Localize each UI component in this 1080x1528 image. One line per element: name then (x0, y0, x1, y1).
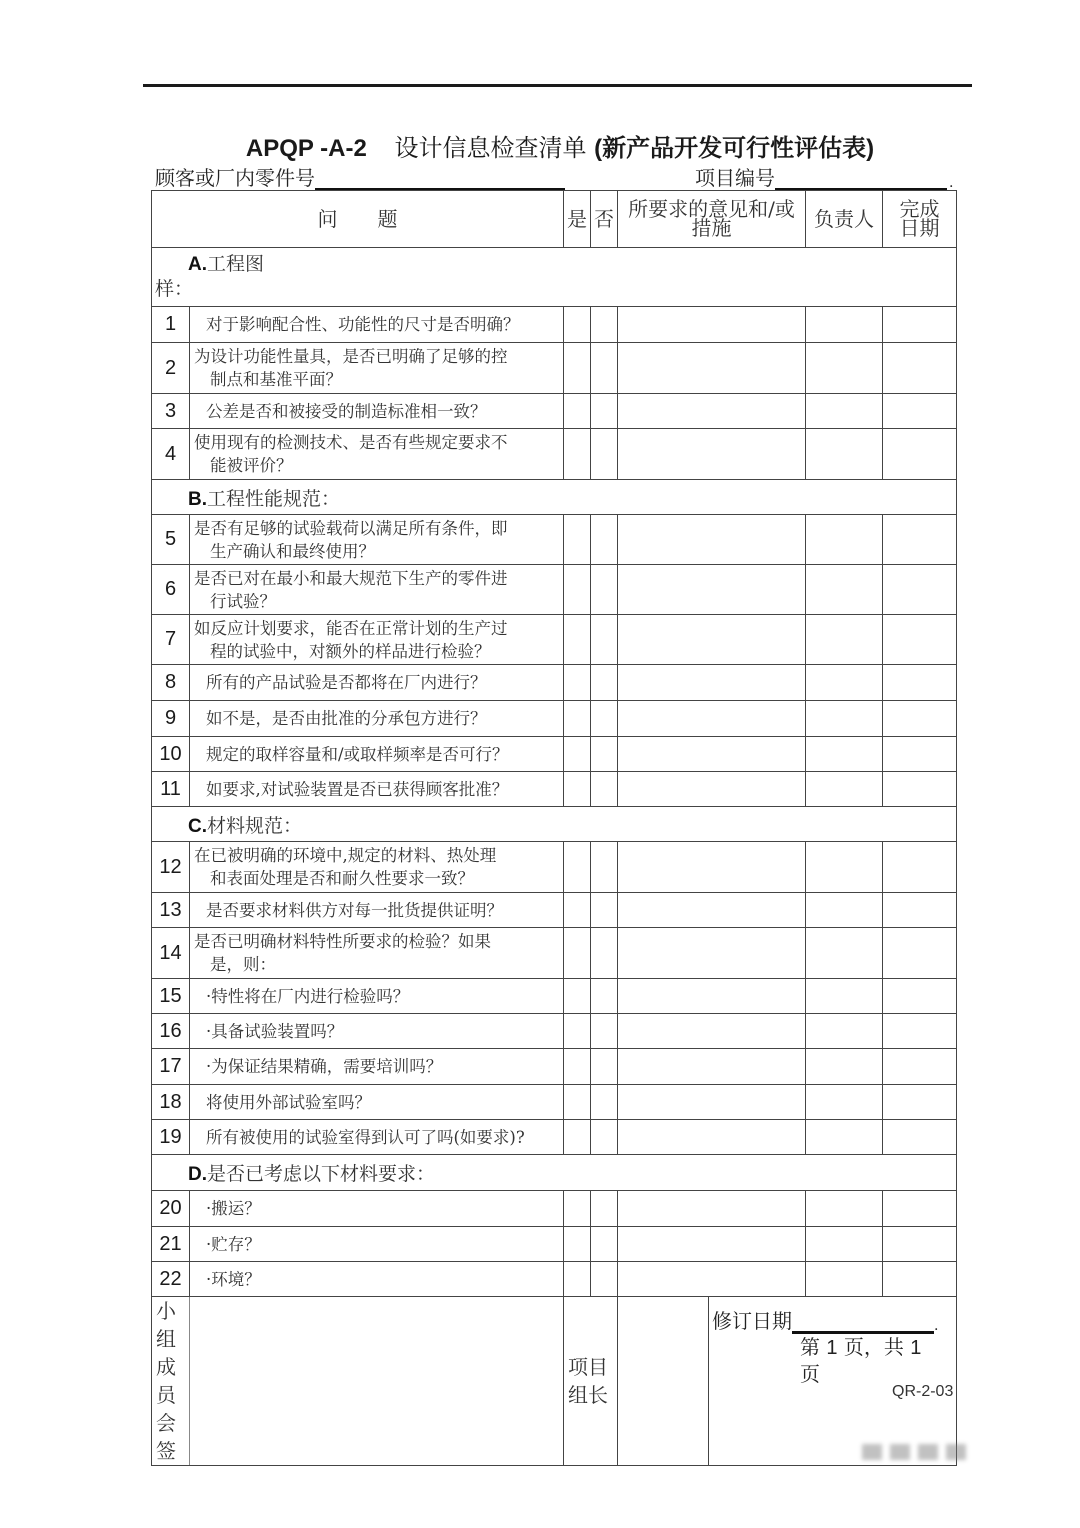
table-row (152, 307, 957, 343)
no-checkbox-cell[interactable] (591, 394, 618, 429)
no-checkbox-cell[interactable] (591, 772, 618, 807)
table-row (152, 1262, 957, 1297)
owner-cell[interactable] (806, 429, 883, 480)
table-row (152, 737, 957, 772)
team-sign-label: 小组成 员会签 (152, 1297, 190, 1466)
owner-cell[interactable] (806, 1120, 883, 1155)
item-question: 为设计功能性量具，是否已明确了足够的控 制点和基准平面？ (190, 343, 564, 394)
table-row (152, 1049, 957, 1085)
no-checkbox-cell[interactable] (591, 515, 618, 565)
comments-cell[interactable] (618, 1014, 806, 1049)
item-number: 6 (152, 565, 190, 615)
owner-cell[interactable] (806, 343, 883, 394)
revision-date-label: 修订日期 (712, 1309, 792, 1333)
owner-cell[interactable] (806, 1085, 883, 1120)
completion-date-cell[interactable] (883, 1262, 957, 1297)
comments-cell[interactable] (618, 615, 806, 665)
owner-cell[interactable] (806, 615, 883, 665)
yes-checkbox-cell[interactable] (564, 1191, 591, 1227)
project-number-label: 项目编号 (695, 166, 775, 190)
header-row (152, 191, 957, 248)
yes-checkbox-cell[interactable] (564, 1262, 591, 1297)
comments-cell[interactable] (618, 343, 806, 394)
table-row (152, 429, 957, 480)
owner-cell[interactable] (806, 1191, 883, 1227)
section-b-row (152, 480, 957, 515)
item-number: 5 (152, 515, 190, 565)
item-question: ·为保证结果精确，需要培训吗？ (190, 1049, 564, 1085)
header-rule (143, 84, 972, 87)
form-code: QR-2-03 (892, 1383, 954, 1400)
no-checkbox-cell[interactable] (591, 701, 618, 737)
item-number: 22 (152, 1262, 190, 1297)
yes-checkbox-cell[interactable] (564, 307, 591, 343)
completion-date-cell[interactable] (883, 394, 957, 429)
item-number: 13 (152, 893, 190, 928)
completion-date-cell[interactable] (883, 737, 957, 772)
owner-cell[interactable] (806, 1227, 883, 1262)
item-question: 在已被明确的环境中,规定的材料、热处理 和表面处理是否和耐久性要求一致？ (190, 842, 564, 893)
no-checkbox-cell[interactable] (591, 429, 618, 480)
header-owner: 负责人 (806, 191, 883, 248)
yes-checkbox-cell[interactable] (564, 842, 591, 893)
no-checkbox-cell[interactable] (591, 665, 618, 701)
no-checkbox-cell[interactable] (591, 737, 618, 772)
leader-label: 项目 组长 (564, 1297, 618, 1466)
comments-cell[interactable] (618, 1085, 806, 1120)
header-no: 否 (591, 191, 618, 248)
part-number-label: 顾客或厂内零件号 (155, 166, 315, 190)
table-row (152, 1014, 957, 1049)
part-number-input[interactable] (315, 168, 565, 191)
section-d-title: D.是否已考虑以下材料要求： (152, 1155, 957, 1191)
comments-cell[interactable] (618, 307, 806, 343)
completion-date-cell[interactable] (883, 701, 957, 737)
table-row (152, 979, 957, 1014)
yes-checkbox-cell[interactable] (564, 429, 591, 480)
item-number: 14 (152, 928, 190, 979)
completion-date-cell[interactable] (883, 307, 957, 343)
table-row (152, 893, 957, 928)
yes-checkbox-cell[interactable] (564, 772, 591, 807)
yes-checkbox-cell[interactable] (564, 565, 591, 615)
item-question: ·贮存？ (190, 1227, 564, 1262)
item-number: 3 (152, 394, 190, 429)
owner-cell[interactable] (806, 772, 883, 807)
comments-cell[interactable] (618, 1227, 806, 1262)
comments-cell[interactable] (618, 842, 806, 893)
completion-date-cell[interactable] (883, 1049, 957, 1085)
item-number: 7 (152, 615, 190, 665)
title-sub: (新产品开发可行性评估表) (594, 135, 875, 162)
comments-cell[interactable] (618, 979, 806, 1014)
item-question: 对于影响配合性、功能性的尺寸是否明确？ (190, 307, 564, 343)
no-checkbox-cell[interactable] (591, 1014, 618, 1049)
owner-cell[interactable] (806, 737, 883, 772)
revision-date-input[interactable] (792, 1311, 934, 1334)
page-indicator: 第 1 页，共 1 页 (800, 1335, 922, 1386)
table-row (152, 701, 957, 737)
item-number: 19 (152, 1120, 190, 1155)
no-checkbox-cell[interactable] (591, 928, 618, 979)
comments-cell[interactable] (618, 928, 806, 979)
item-question: 是否已对在最小和最大规范下生产的零件进 行试验？ (190, 565, 564, 615)
no-checkbox-cell[interactable] (591, 1085, 618, 1120)
table-row (152, 1085, 957, 1120)
comments-cell[interactable] (618, 1191, 806, 1227)
completion-date-cell[interactable] (883, 1191, 957, 1227)
table-row (152, 665, 957, 701)
owner-cell[interactable] (806, 307, 883, 343)
table-row (152, 515, 957, 565)
table-row (152, 1191, 957, 1227)
team-sign-field[interactable] (190, 1297, 564, 1466)
page-title (0, 128, 1080, 163)
table-row (152, 1120, 957, 1155)
table-row (152, 565, 957, 615)
comments-cell[interactable] (618, 701, 806, 737)
no-checkbox-cell[interactable] (591, 565, 618, 615)
yes-checkbox-cell[interactable] (564, 701, 591, 737)
yes-checkbox-cell[interactable] (564, 1120, 591, 1155)
title-code: APQP -A-2 (245, 135, 367, 162)
yes-checkbox-cell[interactable] (564, 928, 591, 979)
section-c-title: C.材料规范： (152, 807, 957, 842)
completion-date-cell[interactable] (883, 1014, 957, 1049)
no-checkbox-cell[interactable] (591, 842, 618, 893)
item-number: 9 (152, 701, 190, 737)
completion-date-cell[interactable] (883, 429, 957, 480)
checklist-table (151, 190, 957, 1466)
yes-checkbox-cell[interactable] (564, 1227, 591, 1262)
item-number: 4 (152, 429, 190, 480)
item-question: 如不是，是否由批准的分承包方进行？ (190, 701, 564, 737)
yes-checkbox-cell[interactable] (564, 737, 591, 772)
owner-cell[interactable] (806, 1014, 883, 1049)
section-b-title: B.工程性能规范： (152, 480, 957, 515)
table-row (152, 394, 957, 429)
comments-cell[interactable] (618, 515, 806, 565)
project-number-field: 项目编号 . (695, 162, 953, 191)
item-number: 1 (152, 307, 190, 343)
owner-cell[interactable] (806, 665, 883, 701)
comments-cell[interactable] (618, 1049, 806, 1085)
yes-checkbox-cell[interactable] (564, 665, 591, 701)
item-question: 所有的产品试验是否都将在厂内进行？ (190, 665, 564, 701)
comments-cell[interactable] (618, 737, 806, 772)
completion-date-cell[interactable] (883, 615, 957, 665)
item-question: 如要求,对试验装置是否已获得顾客批准？ (190, 772, 564, 807)
table-row (152, 842, 957, 893)
owner-cell[interactable] (806, 394, 883, 429)
owner-cell[interactable] (806, 1262, 883, 1297)
completion-date-cell[interactable] (883, 979, 957, 1014)
item-number: 12 (152, 842, 190, 893)
header-question: 问 题 (152, 191, 564, 248)
section-c-row (152, 807, 957, 842)
header-comments: 所要求的意见和/或 措施 (618, 191, 806, 248)
watermark (862, 1444, 972, 1464)
no-checkbox-cell[interactable] (591, 979, 618, 1014)
completion-date-cell[interactable] (883, 343, 957, 394)
title-main: 设计信息检查清单 (394, 134, 587, 162)
comments-cell[interactable] (618, 665, 806, 701)
comments-cell[interactable] (618, 429, 806, 480)
item-question: 公差是否和被接受的制造标准相一致？ (190, 394, 564, 429)
item-question: 是否要求材料供方对每一批货提供证明？ (190, 893, 564, 928)
completion-date-cell[interactable] (883, 515, 957, 565)
table-row (152, 772, 957, 807)
item-number: 10 (152, 737, 190, 772)
item-number: 8 (152, 665, 190, 701)
item-question: ·环境？ (190, 1262, 564, 1297)
item-number: 11 (152, 772, 190, 807)
comments-cell[interactable] (618, 893, 806, 928)
item-question: ·搬运？ (190, 1191, 564, 1227)
completion-date-cell[interactable] (883, 665, 957, 701)
project-number-input[interactable] (775, 168, 947, 191)
yes-checkbox-cell[interactable] (564, 515, 591, 565)
item-question: 是否已明确材料特性所要求的检验？如果 是，则： (190, 928, 564, 979)
item-question: 所有被使用的试验室得到认可了吗(如要求)? (190, 1120, 564, 1155)
comments-cell[interactable] (618, 1120, 806, 1155)
completion-date-cell[interactable] (883, 928, 957, 979)
no-checkbox-cell[interactable] (591, 615, 618, 665)
item-number: 21 (152, 1227, 190, 1262)
completion-date-cell[interactable] (883, 1120, 957, 1155)
completion-date-cell[interactable] (883, 772, 957, 807)
no-checkbox-cell[interactable] (591, 1049, 618, 1085)
yes-checkbox-cell[interactable] (564, 1014, 591, 1049)
no-checkbox-cell[interactable] (591, 893, 618, 928)
comments-cell[interactable] (618, 772, 806, 807)
no-checkbox-cell[interactable] (591, 1227, 618, 1262)
item-number: 17 (152, 1049, 190, 1085)
item-question: 规定的取样容量和/或取样频率是否可行？ (190, 737, 564, 772)
section-d-row (152, 1155, 957, 1191)
owner-cell[interactable] (806, 1049, 883, 1085)
table-row (152, 928, 957, 979)
owner-cell[interactable] (806, 701, 883, 737)
yes-checkbox-cell[interactable] (564, 893, 591, 928)
item-question: ·具备试验装置吗？ (190, 1014, 564, 1049)
owner-cell[interactable] (806, 928, 883, 979)
yes-checkbox-cell[interactable] (564, 615, 591, 665)
yes-checkbox-cell[interactable] (564, 394, 591, 429)
no-checkbox-cell[interactable] (591, 343, 618, 394)
owner-cell[interactable] (806, 893, 883, 928)
yes-checkbox-cell[interactable] (564, 343, 591, 394)
no-checkbox-cell[interactable] (591, 1191, 618, 1227)
header-yes: 是 (564, 191, 591, 248)
owner-cell[interactable] (806, 842, 883, 893)
table-row (152, 343, 957, 394)
yes-checkbox-cell[interactable] (564, 1085, 591, 1120)
comments-cell[interactable] (618, 394, 806, 429)
completion-date-cell[interactable] (883, 565, 957, 615)
item-number: 20 (152, 1191, 190, 1227)
item-number: 18 (152, 1085, 190, 1120)
leader-field[interactable] (618, 1297, 709, 1466)
owner-cell[interactable] (806, 515, 883, 565)
item-question: 是否有足够的试验载荷以满足所有条件，即 生产确认和最终使用？ (190, 515, 564, 565)
table-row (152, 615, 957, 665)
section-a-row (152, 248, 957, 307)
comments-cell[interactable] (618, 1262, 806, 1297)
header-date: 完成 日期 (883, 191, 957, 248)
yes-checkbox-cell[interactable] (564, 979, 591, 1014)
completion-date-cell[interactable] (883, 1227, 957, 1262)
table-row (152, 1227, 957, 1262)
item-question: 将使用外部试验室吗？ (190, 1085, 564, 1120)
item-question: ·特性将在厂内进行检验吗？ (190, 979, 564, 1014)
completion-date-cell[interactable] (883, 842, 957, 893)
item-question: 使用现有的检测技术、是否有些规定要求不 能被评价？ (190, 429, 564, 480)
no-checkbox-cell[interactable] (591, 307, 618, 343)
comments-cell[interactable] (618, 565, 806, 615)
revision-date-cell: 修订日期 . (709, 1297, 957, 1466)
item-question: 如反应计划要求，能否在正常计划的生产过 程的试验中，对额外的样品进行检验？ (190, 615, 564, 665)
part-number-field (155, 162, 565, 191)
item-number: 2 (152, 343, 190, 394)
completion-date-cell[interactable] (883, 893, 957, 928)
completion-date-cell[interactable] (883, 1085, 957, 1120)
item-number: 15 (152, 979, 190, 1014)
section-a-title: A.工程图 样： (152, 248, 957, 307)
owner-cell[interactable] (806, 565, 883, 615)
no-checkbox-cell[interactable] (591, 1262, 618, 1297)
no-checkbox-cell[interactable] (591, 1120, 618, 1155)
item-number: 16 (152, 1014, 190, 1049)
owner-cell[interactable] (806, 979, 883, 1014)
yes-checkbox-cell[interactable] (564, 1049, 591, 1085)
